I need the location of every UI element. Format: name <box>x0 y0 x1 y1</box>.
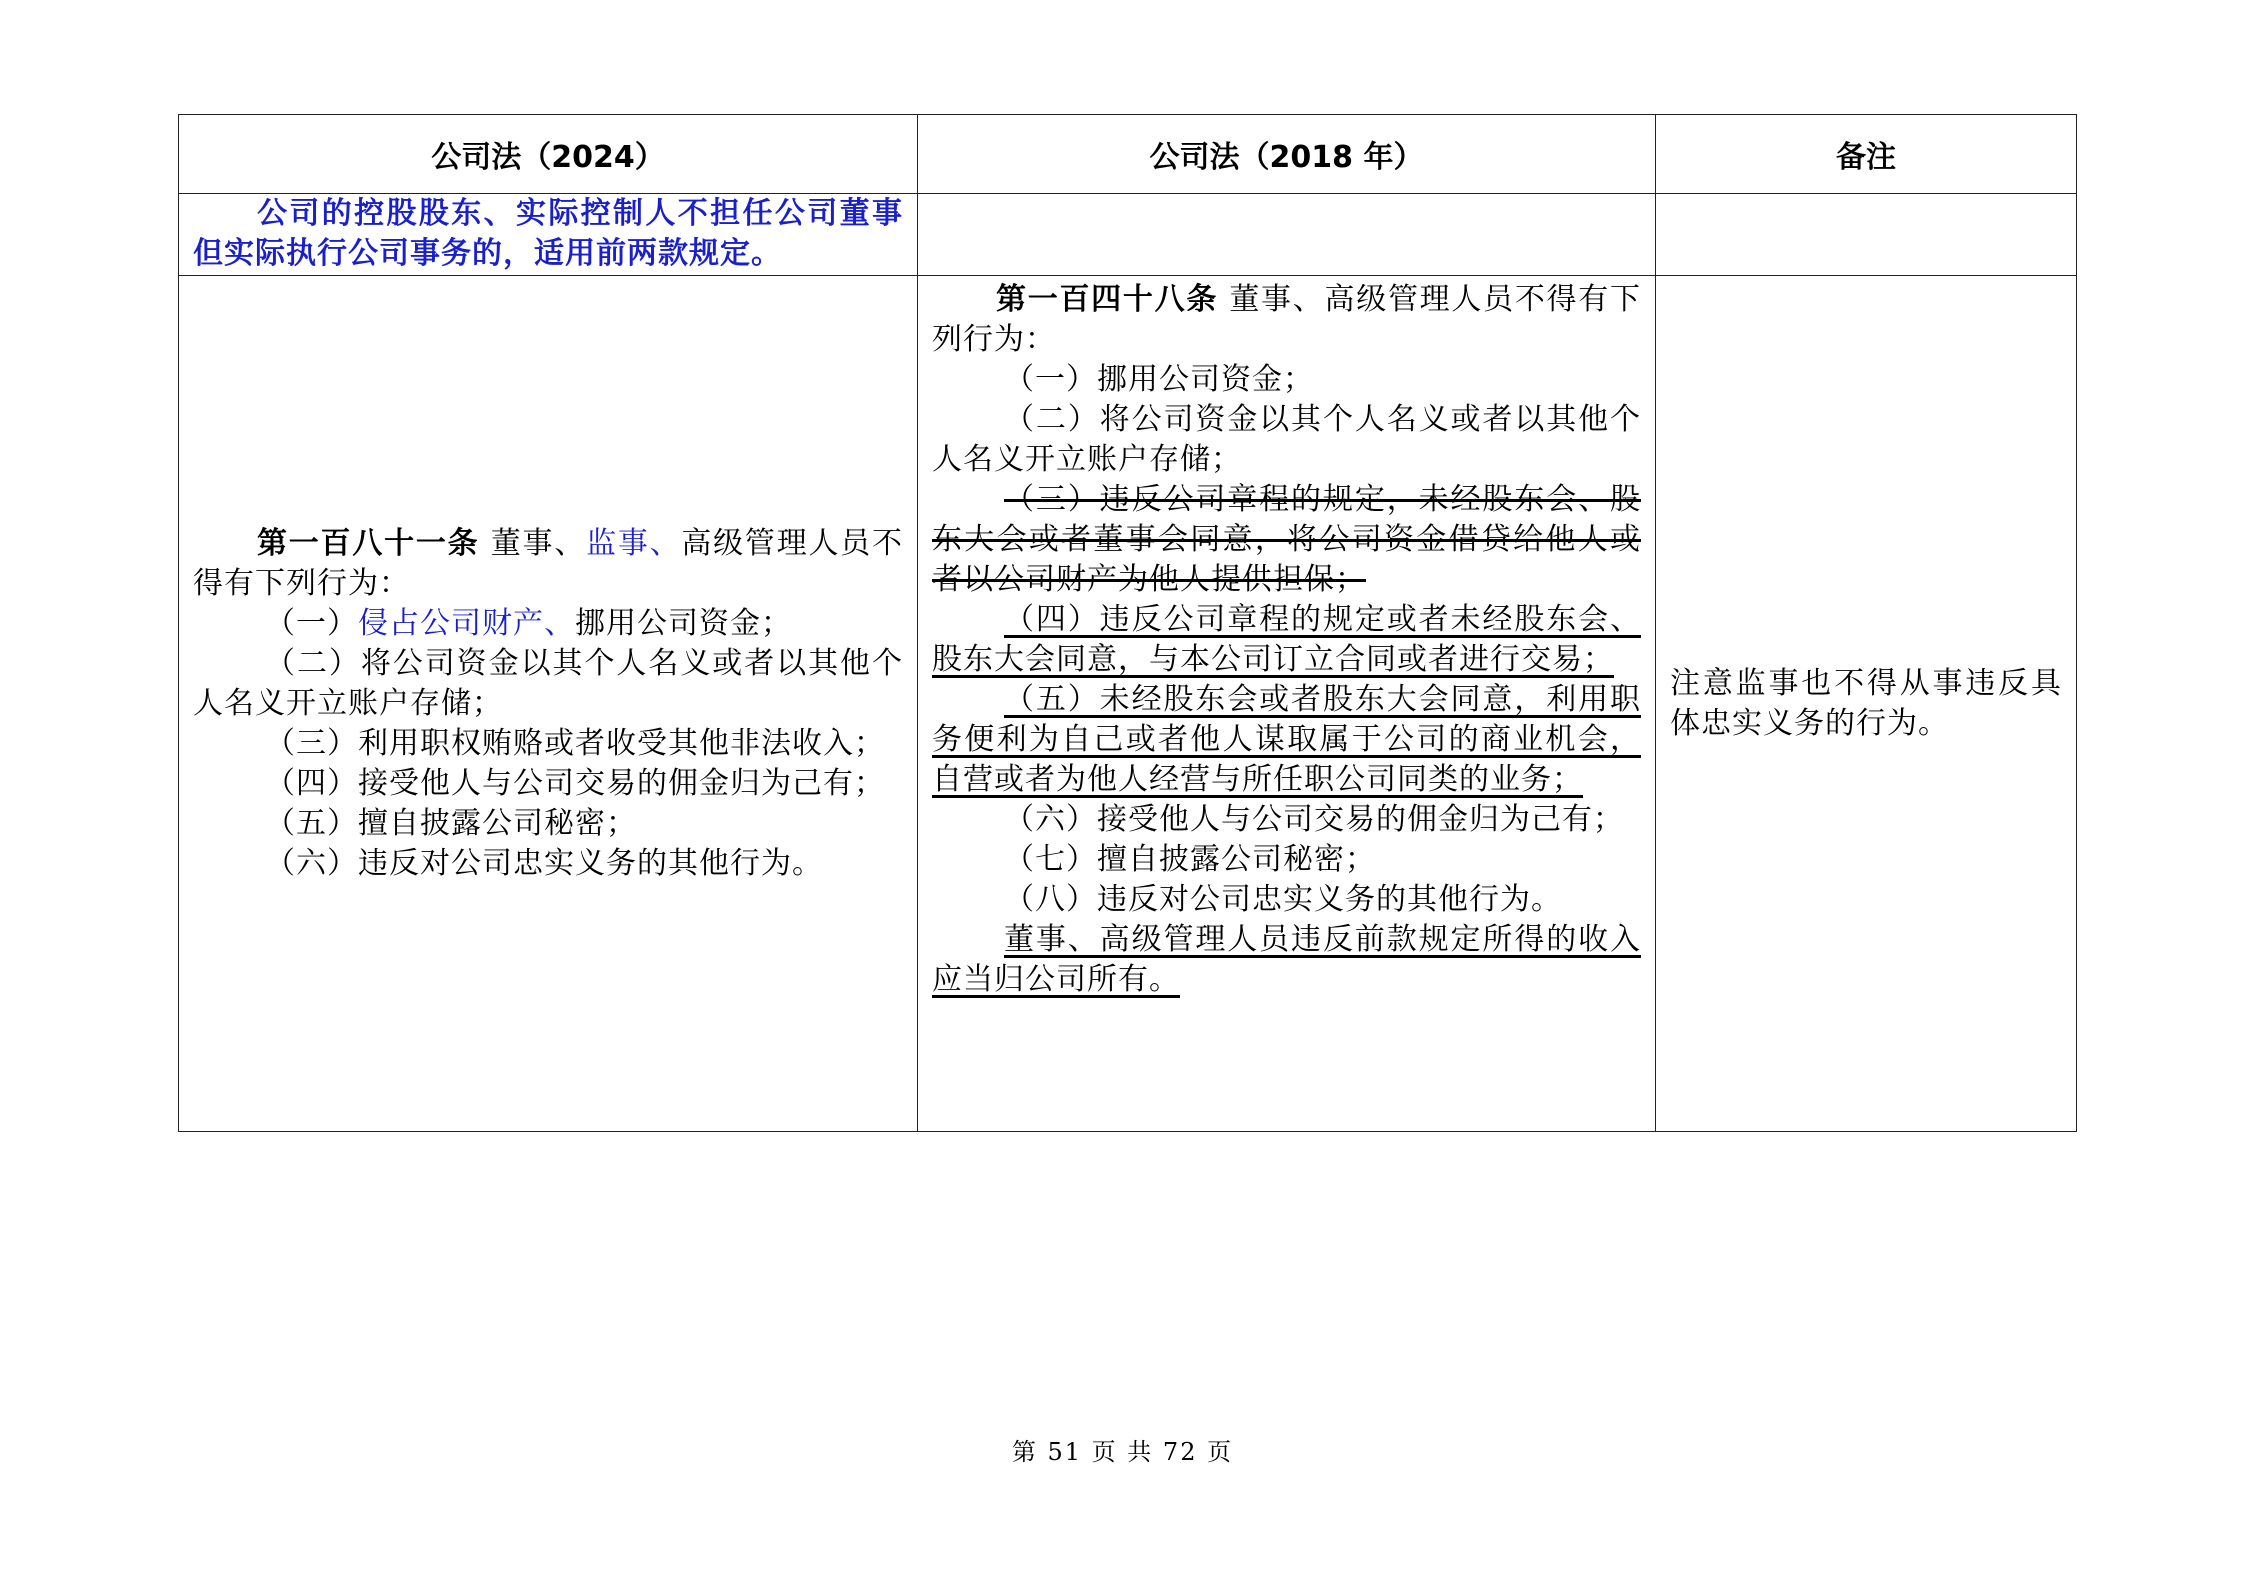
article-148-intro: 第一百四十八条 董事、高级管理人员不得有下列行为： <box>932 282 1641 357</box>
article-148-final-moved: 董事、高级管理人员违反前款规定所得的收入应当归公司所有。 <box>932 922 1641 997</box>
cell-notes-empty <box>1656 194 2077 276</box>
page-footer: 第 51 页 共 72 页 <box>1011 1438 1234 1466</box>
new-provision-text: 公司的控股股东、实际控制人不担任公司董事但实际执行公司事务的，适用前两款规定。 <box>193 196 903 271</box>
article-148-item5-moved: （五）未经股东会或者股东大会同意，利用职务便利为自己或者他人谋取属于公司的商业机会，自营或者为他人经营与所任职公司同类的业务； <box>932 682 1641 797</box>
header-2024: 公司法（2024） <box>179 115 918 194</box>
header-notes: 备注 <box>1656 115 2077 194</box>
header-2018: 公司法（2018 年） <box>918 115 1656 194</box>
article-181-item4: （四）接受他人与公司交易的佣金归为己有； <box>265 765 885 801</box>
article-181-item1: （一）侵占公司财产、挪用公司资金； <box>265 605 792 641</box>
cell-2018-article-148 <box>918 276 1656 1132</box>
added-encroach-property: 侵占公司财产、 <box>358 605 575 641</box>
article-148-item8: （八）违反对公司忠实义务的其他行为。 <box>1004 882 1562 917</box>
table-row <box>179 276 2077 1132</box>
cell-2024-controlling-shareholder <box>179 194 918 276</box>
article-181-item2: （二）将公司资金以其个人名义或者以其他个人名义开立账户存储； <box>193 645 903 721</box>
cell-2018-empty <box>918 194 1656 276</box>
article-181-item5: （五）擅自披露公司秘密； <box>265 805 637 841</box>
article-181-intro: 第一百八十一条 董事、监事、高级管理人员不得有下列行为： <box>193 525 904 601</box>
article-148-item4-moved: （四）违反公司章程的规定或者未经股东会、股东大会同意，与本公司订立合同或者进行交易； <box>932 602 1641 677</box>
article-181-item3: （三）利用职权贿赂或者收受其他非法收入； <box>265 725 885 761</box>
article-148-item7: （七）擅自披露公司秘密； <box>1004 842 1376 877</box>
note-text: 注意监事也不得从事违反具体忠实义务的行为。 <box>1670 665 2062 741</box>
comparison-table <box>178 114 2077 1132</box>
article-148-number: 第一百四十八条 <box>996 282 1219 317</box>
header-row <box>179 115 2077 194</box>
table-row <box>179 194 2077 276</box>
cell-2024-article-181 <box>179 276 918 1132</box>
article-148-item3-deleted: （三）违反公司章程的规定，未经股东会、股东大会或者董事会同意，将公司资金借贷给他人或者以公司财产为他人提供担保； <box>932 482 1641 597</box>
cell-notes-article-181 <box>1656 276 2077 1132</box>
added-supervisors: 监事、 <box>586 525 682 561</box>
article-148-item2: （二）将公司资金以其个人名义或者以其他个人名义开立账户存储； <box>932 402 1641 477</box>
article-181-number: 第一百八十一条 <box>257 525 480 561</box>
article-148-item6: （六）接受他人与公司交易的佣金归为己有； <box>1004 802 1624 837</box>
article-148-item1: （一）挪用公司资金； <box>1004 362 1314 397</box>
article-181-item6: （六）违反对公司忠实义务的其他行为。 <box>265 845 823 881</box>
